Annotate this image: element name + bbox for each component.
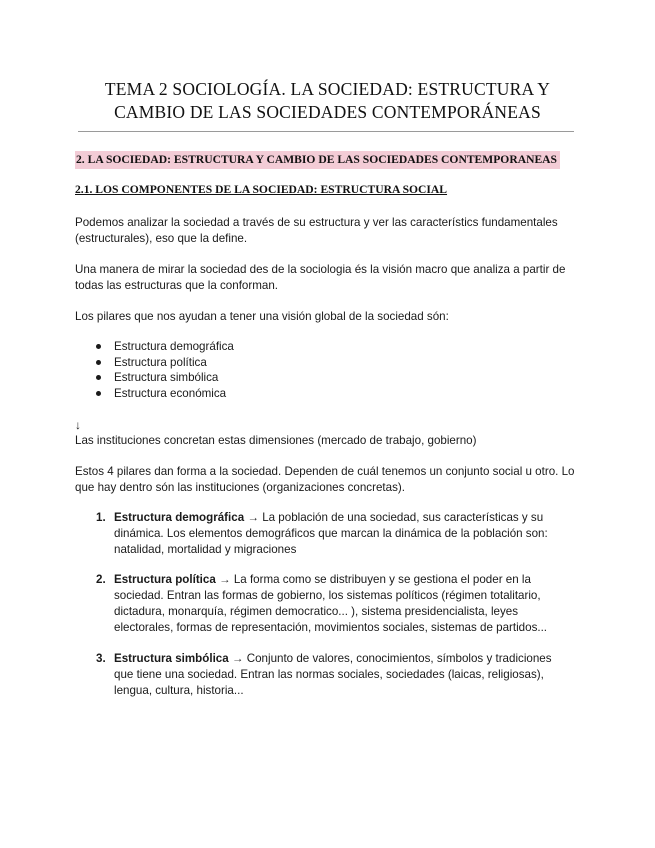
item-number: 2.	[96, 573, 106, 586]
subsection-heading: 2.1. LOS COMPONENTES DE LA SOCIEDAD: ESTRUCTURA SOCIAL	[75, 183, 448, 196]
item-term: Estructura simbólica	[114, 652, 229, 665]
item-description: → Conjunto de valores, conocimientos, símbolos y tradiciones que tiene una sociedad. Entran las normas sociales, sociedades (laicas, religiosas), lengua, cultura, historia...	[114, 652, 552, 697]
bullet-icon	[96, 344, 101, 349]
list-item	[96, 355, 234, 371]
paragraph-institutions: Las instituciones concretan estas dimensiones (mercado de trabajo, gobierno)	[75, 434, 477, 447]
pillars-list	[96, 339, 234, 401]
list-item-label: Estructura económica	[114, 386, 227, 400]
item-description: → La población de una sociedad, sus características y su dinámica. Los elementos demográficos que marcan la dinámica de la población son: natalidad, mortalidad y migraciones	[114, 511, 548, 556]
list-item	[96, 386, 234, 402]
paragraph-pillars-intro: Los pilares que nos ayudan a tener una visión global de la sociedad són:	[75, 310, 449, 323]
item-number: 1.	[96, 511, 106, 524]
title-line-1: TEMA 2 SOCIOLOGÍA. LA SOCIEDAD: ESTRUCTURA Y	[104, 79, 551, 99]
paragraph-structure: Podemos analizar la sociedad a través de su estructura y ver las característics fundamentales (estructurales), eso que la define.	[75, 216, 558, 245]
list-item	[96, 339, 234, 355]
paragraph-macro-view: Una manera de mirar la sociedad des de la sociologia és la visión macro que analiza a partir de todas las estructuras que la conforman.	[75, 263, 566, 292]
bullet-icon	[96, 375, 101, 380]
numbered-item-symbolic	[96, 651, 566, 699]
down-arrow-icon: ↓	[75, 418, 81, 432]
title-divider	[78, 131, 574, 132]
item-term: Estructura demográfica	[114, 511, 245, 524]
item-description: → La forma como se distribuyen y se gestiona el poder en la sociedad. Entran las formas de gobierno, los sistemas políticos (régimen totalitario, dictadura, monarquía, régimen democratico... ), sistema presidencialista, leyes electorales, formas de representación, movimientos sociales, sistemas de partidos...	[114, 573, 548, 634]
section-heading: 2. LA SOCIEDAD: ESTRUCTURA Y CAMBIO DE LAS SOCIEDADES CONTEMPORANEAS	[75, 151, 560, 169]
list-item-label: Estructura simbólica	[114, 371, 219, 385]
paragraph-pillars-form: Estos 4 pilares dan forma a la sociedad. Dependen de cuál tenemos un conjunto social u otro. Lo que hay dentro són las instituciones (organizaciones concretas).	[75, 465, 575, 494]
list-item-label: Estructura demográfica	[114, 340, 234, 353]
list-item	[96, 370, 234, 386]
item-number: 3.	[96, 652, 106, 665]
bullet-icon	[96, 391, 101, 396]
numbered-item-demographic	[96, 510, 566, 558]
title-line-2: CAMBIO DE LAS SOCIEDADES CONTEMPORÁNEAS	[114, 102, 541, 122]
bullet-icon	[96, 360, 101, 365]
document-title	[60, 78, 595, 124]
list-item-label: Estructura política	[114, 355, 207, 369]
numbered-item-political	[96, 572, 566, 636]
item-term: Estructura política	[114, 573, 216, 586]
